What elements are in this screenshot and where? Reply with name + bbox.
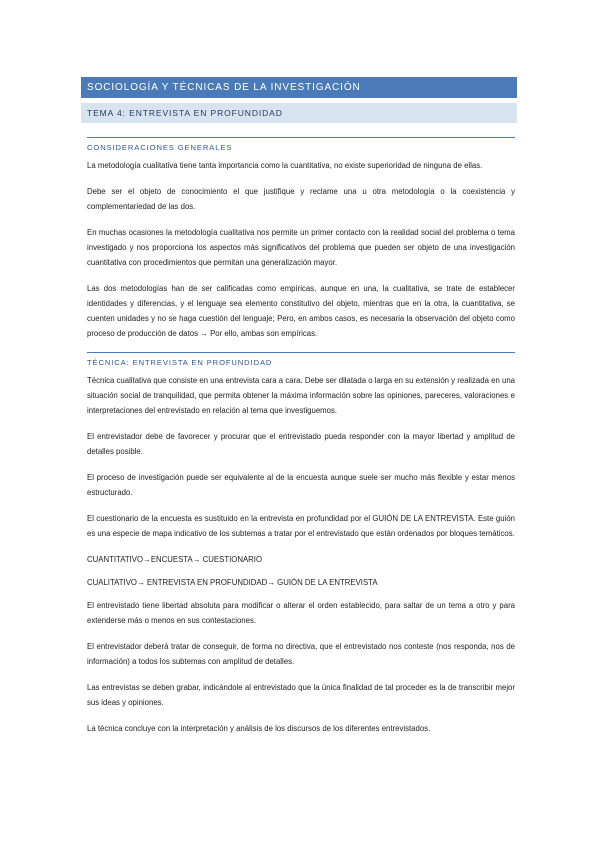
paragraph: Técnica cualitativa que consiste en una entrevista cara a cara. Debe ser dilatada o larga en su extensión y realizada en una situación social de tranquilidad, que permita obtener la máxima información sobre las opiniones, pareceres, valoraciones e interpretaciones del entrevistado en relación al tema que investiguemos.	[87, 376, 515, 415]
topic-title: TEMA 4: ENTREVISTA EN PROFUNDIDAD	[81, 103, 517, 123]
section-heading: TÉCNICA: ENTREVISTA EN PROFUNDIDAD	[87, 352, 515, 367]
document-title: SOCIOLOGÍA Y TÉCNICAS DE LA INVESTIGACIÓN	[81, 77, 517, 98]
paragraph: En muchas ocasiones la metodología cualitativa nos permite un primer contacto con la realidad social del problema o tema investigado y nos proporciona los aspectos más significativos del problema que pueden ser objeto de una investigación cuantitativa con procedimientos que permitan una generalización mayor.	[87, 228, 515, 267]
section-heading: CONSIDERACIONES GENERALES	[87, 137, 515, 152]
paragraph: El entrevistador debe de favorecer y procurar que el entrevistado pueda responder con la mayor libertad y amplitud de detalles posible.	[87, 432, 515, 456]
paragraph: CUALITATIVO→ ENTREVISTA EN PROFUNDIDAD→ GUIÓN DE LA ENTREVISTA	[87, 578, 378, 587]
paragraph: La metodología cualitativa tiene tanta importancia como la cuantitativa, no existe superioridad de ninguna de ellas.	[87, 161, 483, 170]
paragraph: La técnica concluye con la interpretación y análisis de los discursos de los diferentes entrevistados.	[87, 724, 431, 733]
paragraph: CUANTITATIVO→ENCUESTA→ CUESTIONARIO	[87, 555, 263, 564]
paragraph: El proceso de investigación puede ser equivalente al de la encuesta aunque suele ser mucho más flexible y estar menos estructurado.	[87, 473, 515, 497]
paragraph: El cuestionario de la encuesta es sustituido en la entrevista en profundidad por el GUIÓN DE LA ENTREVISTA. Este guión es una especie de mapa indicativo de los subtemas a tratar por el entrevistado que están ordenados por bloques temáticos.	[87, 514, 515, 538]
paragraph: El entrevistado tiene libertad absoluta para modificar o alterar el orden establecido, para saltar de un tema a otro y para extenderse más o menos en sus contestaciones.	[87, 601, 515, 625]
paragraph: Las dos metodologías han de ser calificadas como empíricas, aunque en una, la cualitativa, se trate de establecer identidades y diferencias, y el lenguaje sea elemento constitutivo del objeto, mientras que en la otra, la cuantitativa, se cuenten unidades y no se haga cuestión del lenguaje; Pero, en ambos casos, es necesaria la observación del objeto como proceso de producción de datos → Por ello, ambas son empíricas.	[87, 284, 515, 338]
paragraph: Debe ser el objeto de conocimiento el que justifique y reclame una u otra metodología o la coexistencia y complementariedad de las dos.	[87, 187, 515, 211]
document-body	[87, 137, 515, 747]
paragraph: El entrevistador deberá tratar de conseguir, de forma no directiva, que el entrevistado nos conteste (nos responda, nos de información) a todos los subtemas con amplitud de detalles.	[87, 642, 515, 666]
paragraph: Las entrevistas se deben grabar, indicándole al entrevistado que la única finalidad de tal proceder es la de transcribir mejor sus ideas y opiniones.	[87, 683, 515, 707]
